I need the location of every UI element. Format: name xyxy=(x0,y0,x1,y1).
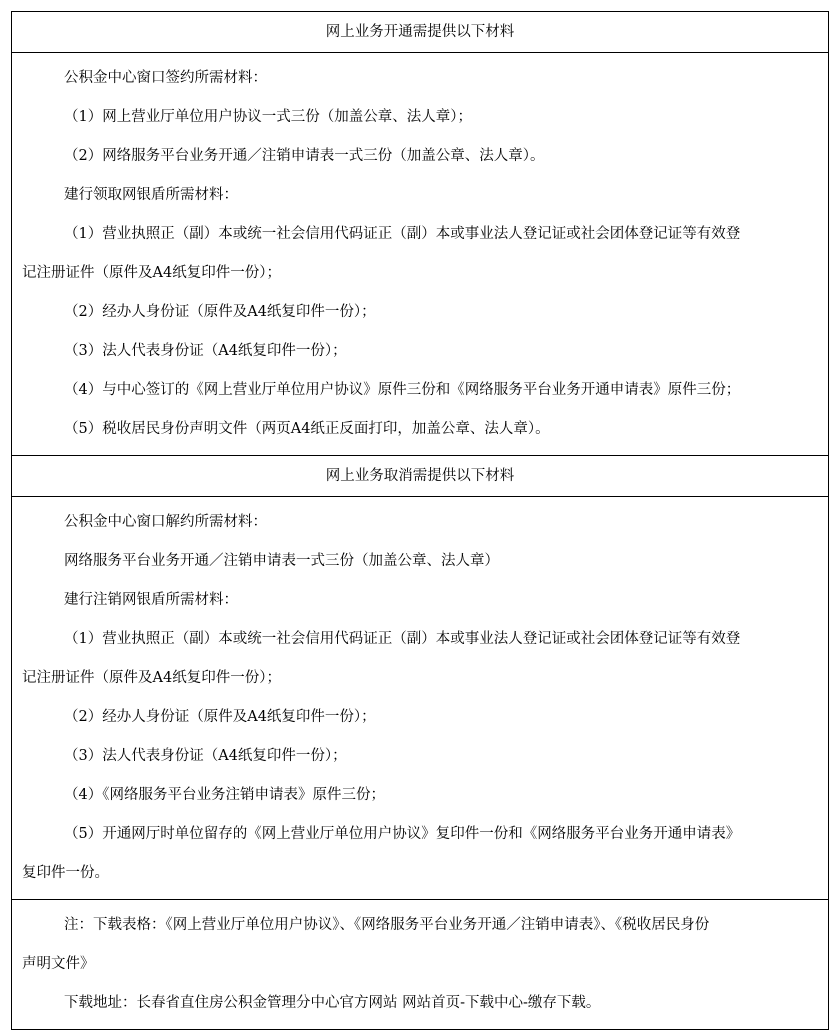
section2-line: 网络服务平台业务开通／注销申请表一式三份（加盖公章、法人章） xyxy=(64,553,499,569)
section2-body xyxy=(12,497,828,900)
download-address: 下载地址：长春省直住房公积金管理分中心官方网站 网站首页-下载中心-缴存下载。 xyxy=(64,995,601,1011)
section1-line: （2）经办人身份证（原件及A4纸复印件一份）； xyxy=(64,304,376,320)
section2-title: 网上业务取消需提供以下材料 xyxy=(12,456,828,497)
section2-para-line: 记注册证件（原件及A4纸复印件一份）； xyxy=(22,670,281,686)
section2-line: 公积金中心窗口解约所需材料： xyxy=(64,514,267,530)
section1-line: （4）与中心签订的《网上营业厅单位用户协议》原件三份和《网络服务平台业务开通申请表》原件三份； xyxy=(64,382,741,398)
section1-body xyxy=(12,53,828,456)
section2-para-line: （1）营业执照正（副）本或统一社会信用代码证正（副）本或事业法人登记证或社会团体登记证等有效登 xyxy=(64,631,741,647)
section1-line: （1）网上营业厅单位用户协议一式三份（加盖公章、法人章）； xyxy=(64,109,472,125)
section1-para-line: （1）营业执照正（副）本或统一社会信用代码证正（副）本或事业法人登记证或社会团体登记证等有效登 xyxy=(64,226,741,242)
section2-line: （3）法人代表身份证（A4纸复印件一份）； xyxy=(64,748,347,764)
section2-line: 建行注销网银盾所需材料： xyxy=(64,592,238,608)
notes-section xyxy=(12,900,828,1029)
notes-line: 声明文件》 xyxy=(22,956,95,972)
section1-title: 网上业务开通需提供以下材料 xyxy=(12,12,828,53)
section1-line: （5）税收居民身份声明文件（两页A4纸正反面打印，加盖公章、法人章）。 xyxy=(64,421,550,437)
section1-line: （3）法人代表身份证（A4纸复印件一份）； xyxy=(64,343,347,359)
notes-line: 注：下载表格：《网上营业厅单位用户协议》、《网络服务平台业务开通／注销申请表》、《税收居民身份 xyxy=(64,917,710,933)
section2-para-line: 复印件一份。 xyxy=(22,865,109,881)
section2-line: （2）经办人身份证（原件及A4纸复印件一份）； xyxy=(64,709,376,725)
materials-table xyxy=(11,11,829,1030)
section1-line: 公积金中心窗口签约所需材料： xyxy=(64,70,267,86)
section1-line: （2）网络服务平台业务开通／注销申请表一式三份（加盖公章、法人章）。 xyxy=(64,148,545,164)
section1-para-line: 记注册证件（原件及A4纸复印件一份）； xyxy=(22,265,281,281)
section1-line: 建行领取网银盾所需材料： xyxy=(64,187,238,203)
section2-line: （4）《网络服务平台业务注销申请表》原件三份； xyxy=(64,787,385,803)
section2-para-line: （5）开通网厅时单位留存的《网上营业厅单位用户协议》复印件一份和《网络服务平台业务开通申请表》 xyxy=(64,826,741,842)
